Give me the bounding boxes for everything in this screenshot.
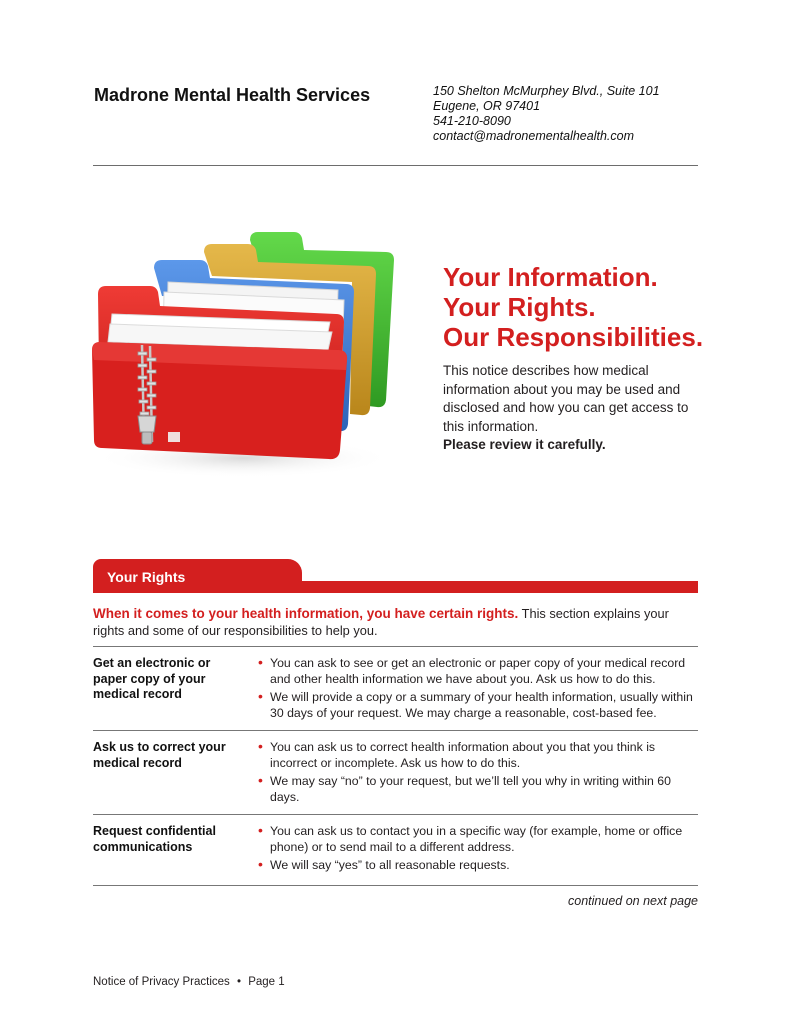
- row-divider: [93, 885, 698, 886]
- row-divider: [93, 814, 698, 815]
- bullet-text: You can ask us to correct health information about you that you think is incorrect or incomplete. Ask us how to do this.: [270, 740, 656, 770]
- bullet-dot-icon: •: [258, 654, 263, 670]
- bullet-item: [258, 774, 703, 805]
- footer-doc-title: Notice of Privacy Practices: [93, 976, 230, 988]
- address-city: Eugene, OR 97401: [433, 99, 541, 113]
- address-phone: 541-210-8090: [433, 114, 511, 128]
- bullet-item: [258, 656, 703, 687]
- bullet-text: We will say “yes” to all reasonable requests.: [270, 858, 510, 873]
- row-divider: [93, 730, 698, 731]
- row-label-electronic-copy: Get an electronic or paper copy of your medical record: [93, 656, 211, 701]
- footer-separator: •: [236, 976, 241, 988]
- bullet-dot-icon: •: [258, 822, 263, 838]
- title-line-3: Our Responsibilities.: [443, 322, 704, 352]
- bullet-text: You can ask us to contact you in a specific way (for example, home or office phone) or to send mail to a different address.: [270, 824, 683, 854]
- folders-illustration: [68, 210, 413, 510]
- bullet-item: [258, 740, 703, 771]
- header-divider: [93, 165, 698, 166]
- intro-emphasis: Please review it carefully.: [443, 437, 606, 452]
- footer-page-number: Page 1: [248, 976, 285, 988]
- bullet-item: [258, 690, 703, 721]
- page-title: [443, 262, 703, 352]
- bullet-dot-icon: •: [258, 772, 263, 789]
- row-divider: [93, 646, 698, 647]
- organization-name: Madrone Mental Health Services: [94, 85, 371, 105]
- bullet-text: We may say “no” to your request, but we’ll tell you why in writing within 60 days.: [270, 774, 671, 804]
- bullet-item: [258, 824, 703, 855]
- bullet-text: We will provide a copy or a summary of your health information, usually within 30 days of your request. We may charge a reasonable, cost-based fee.: [270, 690, 693, 720]
- bullet-dot-icon: •: [258, 688, 263, 705]
- continued-note: continued on next page: [568, 894, 698, 908]
- lead-paragraph: [93, 605, 703, 639]
- row-label-confidential-communications: Request confidential communications: [93, 824, 216, 854]
- page-footer: [93, 976, 285, 988]
- intro-text: This notice describes how medical information about you may be used and disclosed and how you can get access to this information.: [443, 363, 689, 434]
- bullet-dot-icon: •: [258, 856, 263, 873]
- title-line-2: Your Rights.: [443, 292, 596, 322]
- intro-paragraph: [443, 362, 693, 455]
- lead-text: This section explains your rights and some of our responsibilities to help you.: [93, 606, 669, 638]
- lead-highlight: When it comes to your health information, you have certain rights.: [93, 606, 519, 621]
- bullet-item: [258, 858, 703, 874]
- row-bullets-confidential-communications: [258, 824, 703, 877]
- row-bullets-electronic-copy: [258, 656, 703, 724]
- address-email: contact@madronementalhealth.com: [433, 129, 634, 143]
- section-title: Your Rights: [107, 569, 186, 585]
- address-street: 150 Shelton McMurphey Blvd., Suite 101: [433, 84, 660, 98]
- bullet-text: You can ask to see or get an electronic or paper copy of your medical record and other health information we have about you. Ask us how to do this.: [270, 656, 686, 686]
- contact-address: [433, 84, 660, 144]
- row-label-correct-record: Ask us to correct your medical record: [93, 740, 226, 770]
- bullet-dot-icon: •: [258, 738, 263, 754]
- title-line-1: Your Information.: [443, 262, 658, 292]
- row-bullets-correct-record: [258, 740, 703, 808]
